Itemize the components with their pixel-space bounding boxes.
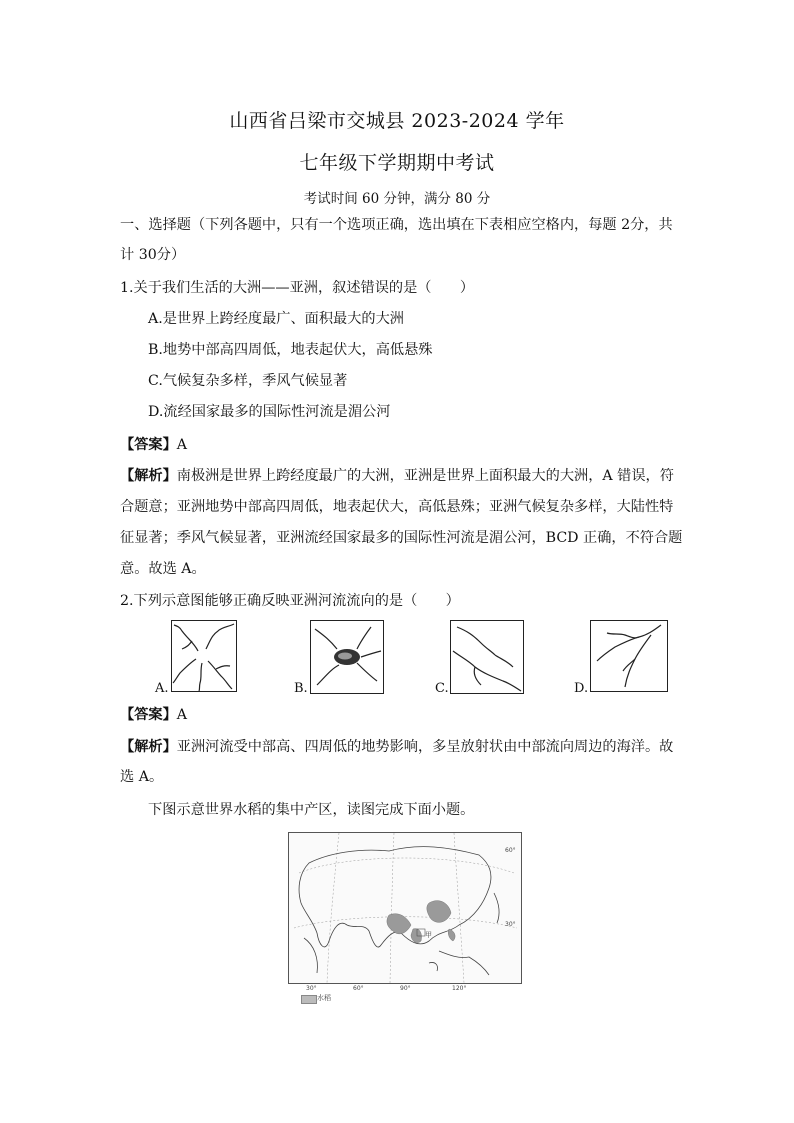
q2-figure-c-label: C. [435, 681, 449, 696]
q1-analysis-line4: 意。故选 A。 [120, 561, 206, 577]
q1-option-d: D.流经国家最多的国际性河流是湄公河 [148, 404, 391, 420]
map-coastlines [299, 847, 499, 975]
map-lon-tick-120: 120° [452, 985, 467, 992]
map-lon-tick-30: 30° [306, 985, 317, 992]
q1-analysis-line2: 合题意；亚洲地势中部高四周低，地表起伏大，高低悬殊；亚洲气候复杂多样，大陆性特 [120, 499, 674, 515]
q2-answer-value: A [176, 707, 188, 723]
q1-option-b: B.地势中部高四周低，地表起伏大，高低悬殊 [148, 342, 433, 358]
page-title-line1: 山西省吕梁市交城县 2023-2024 学年 [229, 110, 565, 132]
map-lon-tick-60: 60° [353, 985, 364, 992]
q2-figure-d-label: D. [574, 681, 589, 696]
q2-figure-b [310, 620, 384, 694]
map-lon-tick-90: 90° [400, 985, 411, 992]
map-marker-label: 甲 [425, 931, 432, 939]
river-diagram-a [172, 621, 236, 691]
rice-section-intro: 下图示意世界水稻的集中产区，读图完成下面小题。 [148, 802, 475, 818]
q2-analysis-line2: 选 A。 [120, 769, 164, 785]
q1-analysis-label: 【解析】 [120, 468, 177, 484]
q1-option-c: C.气候复杂多样，季风气候显著 [148, 373, 348, 389]
section-intro-line1: 一、选择题（下列各题中，只有一个选项正确，选出填在下表相应空格内，每题 2分，共 [120, 217, 673, 233]
q1-answer-label: 【答案】 [120, 437, 177, 453]
q2-figure-d [590, 620, 668, 692]
q1-analysis-line1 [120, 466, 680, 486]
rice-areas [387, 901, 455, 943]
river-diagram-b [311, 621, 383, 693]
map-lat-tick-30: 30° [505, 921, 516, 928]
map-legend-swatch [301, 995, 317, 1004]
river-diagram-c [451, 621, 523, 693]
map-graticule [294, 833, 517, 983]
map-lat-tick-60: 60° [505, 847, 516, 854]
rice-region-map [288, 832, 522, 984]
map-legend-label: 水稻 [317, 994, 331, 1002]
q2-stem: 2.下列示意图能够正确反映亚洲河流流向的是（ ） [120, 593, 460, 609]
q2-figure-c [450, 620, 524, 694]
exam-info: 考试时间 60 分钟，满分 80 分 [303, 191, 491, 207]
q1-analysis-text1: 南极洲是世界上跨经度最广的大洲，亚洲是世界上面积最大的大洲，A 错误，符 [176, 468, 674, 484]
q2-figure-a-label: A. [155, 681, 169, 696]
q2-answer-label: 【答案】 [120, 707, 177, 723]
river-diagram-d [591, 621, 667, 691]
q2-analysis-line1 [120, 737, 680, 757]
q1-answer-value: A [176, 437, 188, 453]
q1-stem: 1.关于我们生活的大洲——亚洲，叙述错误的是（ ） [120, 280, 475, 296]
page-title-line2: 七年级下学期期中考试 [299, 152, 495, 174]
q2-figure-a [171, 620, 237, 692]
q1-answer [120, 435, 680, 455]
q2-figure-b-label: B. [294, 681, 308, 696]
rice-map-svg [289, 833, 521, 983]
q2-answer [120, 705, 680, 725]
q2-analysis-label: 【解析】 [120, 739, 177, 755]
q2-analysis-text1: 亚洲河流受中部高、四周低的地势影响，多呈放射状由中部流向周边的海洋。故 [176, 739, 674, 755]
q1-option-a: A.是世界上跨经度最广、面积最大的大洲 [148, 311, 404, 327]
section-intro-line2: 计 30分） [120, 247, 186, 263]
q1-analysis-line3: 征显著；季风气候显著，亚洲流经国家最多的国际性河流是湄公河，BCD 正确，不符合题 [120, 530, 683, 546]
